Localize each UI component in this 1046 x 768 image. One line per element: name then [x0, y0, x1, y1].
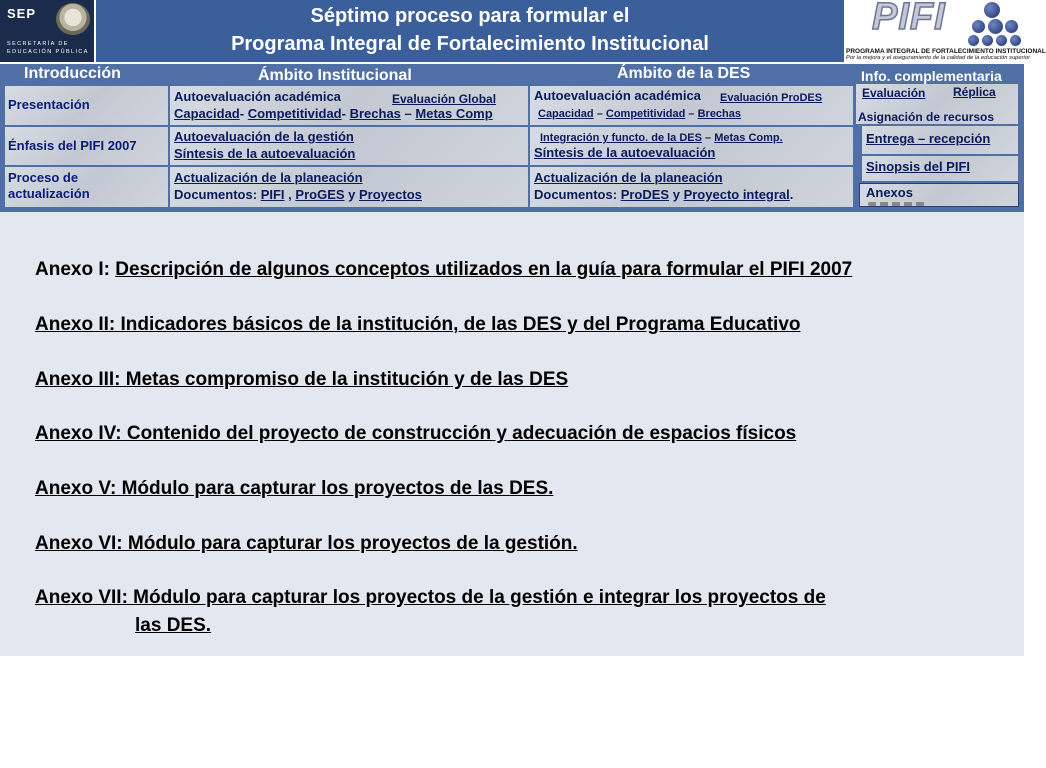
link-inst-metas-comp[interactable]: Metas Comp — [415, 106, 493, 121]
link-des-metas-comp[interactable]: Metas Comp. — [714, 132, 783, 144]
sep-comma: , — [288, 187, 292, 202]
sep-subtitle-line2: EDUCACIÓN PÚBLICA — [7, 49, 89, 55]
section-ambito-des[interactable]: Ámbito de la DES — [617, 65, 751, 82]
link-des-integracion[interactable]: Integración y functo. de la DES — [540, 132, 702, 144]
annex-3-link[interactable]: Anexo III: Metas compromiso de la institución y de las DES — [35, 369, 569, 390]
cell-proceso[interactable] — [5, 167, 168, 207]
inst-documentos-label: Documentos: — [174, 187, 258, 202]
sep-subtitle-line1: SECRETARÍA DE — [7, 41, 69, 47]
link-info-replica[interactable]: Réplica — [953, 85, 996, 99]
section-ambito-institucional[interactable]: Ámbito Institucional — [258, 67, 412, 84]
des-documentos-label: Documentos: — [534, 187, 618, 202]
cell-inst-gestion — [170, 127, 528, 165]
link-inst-actualizacion[interactable]: Actualización de la planeación — [174, 170, 363, 185]
link-des-proyecto-integral[interactable]: Proyecto integral — [683, 187, 790, 202]
cell-des-autoevaluacion — [530, 86, 853, 125]
annex-2-link[interactable]: Anexo II: Indicadores básicos de la institución, de las DES y del Programa Educativo — [35, 314, 801, 335]
inst-detalle-row — [174, 106, 493, 122]
link-des-competitividad[interactable]: Competitividad — [605, 108, 686, 120]
section-introduccion[interactable]: Introducción — [24, 65, 121, 82]
pifi-logo-line2: Por la mejora y el aseguramiento de la calidad de la educación superior — [846, 55, 1030, 61]
link-inst-evaluacion-global[interactable]: Evaluación Global — [392, 92, 497, 106]
link-des-autoevaluacion[interactable]: Autoevaluación académica — [534, 88, 701, 103]
pifi-logo-text: PIFI — [872, 0, 946, 38]
link-inst-pifi[interactable]: PIFI — [260, 187, 285, 202]
cell-enfasis[interactable] — [5, 127, 168, 165]
mexico-seal-icon — [56, 3, 90, 35]
link-inst-brechas[interactable]: Brechas — [349, 106, 401, 121]
sep-dash-4: – — [705, 132, 712, 144]
link-info-sinopsis[interactable]: Sinopsis del PIFI — [866, 159, 971, 174]
link-inst-capacidad[interactable]: Capacidad — [174, 106, 240, 121]
annex-item-4 — [35, 423, 796, 445]
link-info-entrega[interactable]: Entrega – recepción — [866, 131, 991, 146]
cell-des-integracion — [530, 127, 853, 165]
link-inst-proges[interactable]: ProGES — [295, 187, 345, 202]
link-info-evaluacion[interactable]: Evaluación — [862, 86, 926, 100]
annex-1-label: Anexo I: — [35, 259, 110, 280]
sep-dash-3: – — [688, 108, 695, 120]
link-enfasis[interactable]: Énfasis del PIFI 2007 — [8, 138, 137, 153]
annex-6-link[interactable]: Anexo VI: Módulo para capturar los proyectos de la gestión. — [35, 533, 578, 554]
link-des-sintesis[interactable]: Síntesis de la autoevaluación — [534, 145, 716, 160]
anexos-wave-icon — [868, 202, 928, 206]
sep-dash-1: – — [404, 106, 412, 121]
link-des-brechas[interactable]: Brechas — [697, 108, 742, 120]
link-des-prodes[interactable]: ProDES — [620, 187, 670, 202]
annex-7-link-cont[interactable]: las DES. — [135, 615, 212, 636]
link-info-anexos[interactable]: Anexos — [866, 185, 913, 200]
annex-item-7 — [35, 587, 826, 609]
cell-info-sinopsis — [862, 156, 1018, 181]
des-y: y — [672, 187, 680, 202]
annex-1-link[interactable]: Descripción de algunos conceptos utilizados en la guía para formular el PIFI 2007 — [115, 259, 853, 280]
des-integracion-row — [540, 130, 783, 146]
link-inst-proyectos[interactable]: Proyectos — [359, 187, 422, 202]
sep-logo — [0, 0, 94, 62]
annex-item-1 — [35, 259, 852, 281]
cell-info-evaluacion — [856, 84, 1018, 124]
annex-item-2 — [35, 314, 801, 336]
annex-7-link[interactable]: Anexo VII: Módulo para capturar los proyectos de la gestión e integrar los proyectos de — [35, 587, 826, 608]
sep-dash-2: – — [596, 108, 603, 120]
link-des-capacidad[interactable]: Capacidad — [538, 108, 594, 120]
title-bar — [96, 0, 844, 62]
des-documentos-row — [534, 187, 793, 203]
link-info-asignacion[interactable]: Asignación de recursos — [858, 110, 995, 124]
cell-des-actualizacion — [530, 167, 853, 207]
page-title-line2: Programa Integral de Fortalecimiento Institucional — [231, 33, 709, 55]
link-inst-sintesis[interactable]: Síntesis de la autoevaluación — [174, 146, 356, 161]
annex-item-3 — [35, 369, 568, 391]
section-info-complementaria[interactable]: Info. complementaria — [861, 68, 1002, 84]
link-des-actualizacion[interactable]: Actualización de la planeación — [534, 170, 723, 185]
pifi-logo-line1: PROGRAMA INTEGRAL DE FORTALECIMIENTO INSTITUCIONAL — [846, 48, 1046, 55]
annex-4-link[interactable]: Anexo IV: Contenido del proyecto de construcción y adecuación de espacios físicos — [35, 423, 797, 444]
link-des-evaluacion-prodes[interactable]: Evaluación ProDES — [720, 92, 823, 104]
cell-presentacion[interactable] — [5, 86, 168, 125]
cell-inst-actualizacion — [170, 167, 528, 207]
annex-5-link[interactable]: Anexo V: Módulo para capturar los proyectos de las DES. — [35, 478, 554, 499]
header — [0, 0, 1046, 64]
sep-hyphen-2: - — [341, 106, 346, 121]
link-proceso-line1[interactable]: Proceso de — [8, 170, 79, 185]
sep-logo-subtitle — [7, 40, 89, 56]
annex-item-6 — [35, 533, 578, 555]
link-proceso-line2[interactable]: actualización — [8, 186, 90, 201]
cell-info-entrega — [862, 126, 1018, 154]
inst-documentos-row — [174, 187, 422, 203]
annex-item-5 — [35, 478, 553, 500]
link-presentacion[interactable]: Presentación — [8, 97, 90, 112]
link-inst-autoevaluacion[interactable]: Autoevaluación académica — [174, 89, 341, 104]
sep-hyphen-1: - — [239, 106, 245, 121]
link-inst-autoevaluacion-gestion[interactable]: Autoevaluación de la gestión — [174, 129, 354, 144]
pifi-logo — [846, 0, 1046, 62]
pifi-dots-icon — [964, 2, 1024, 48]
cell-inst-autoevaluacion — [170, 86, 528, 125]
des-detalle-row — [538, 106, 741, 122]
cell-info-anexos[interactable] — [859, 183, 1019, 207]
inst-y: y — [348, 187, 356, 202]
page-title-line1: Séptimo proceso para formular el — [310, 5, 630, 27]
sep-logo-text: SEP — [7, 6, 37, 21]
sep-period: . — [789, 187, 794, 202]
navigation-matrix — [0, 64, 1024, 212]
link-inst-competitividad[interactable]: Competitividad — [247, 106, 342, 121]
annex-list — [0, 212, 1024, 656]
annex-item-7-cont — [35, 615, 211, 637]
